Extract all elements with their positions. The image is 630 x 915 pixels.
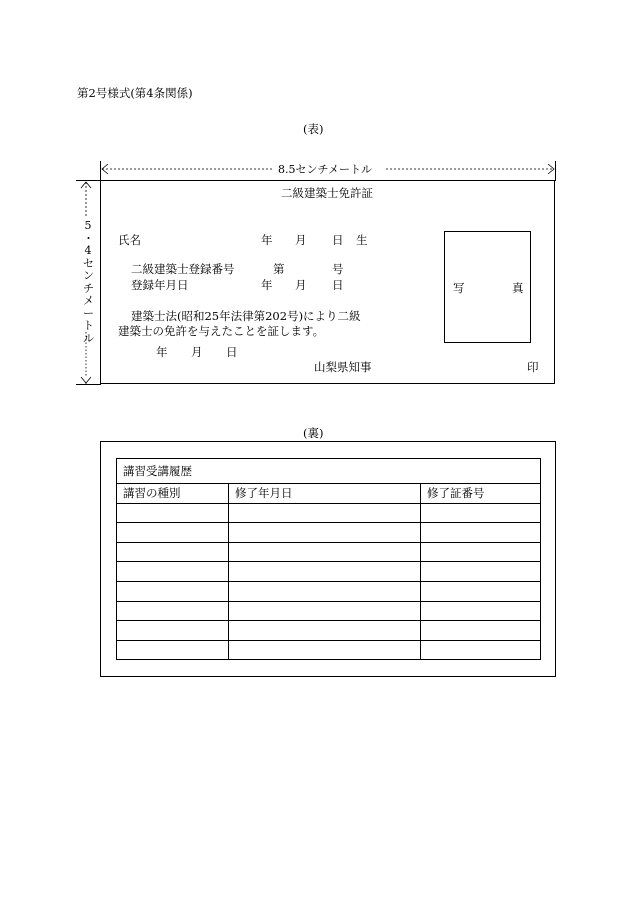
- card-title: 二級建築士免許証: [281, 186, 373, 200]
- width-dimension-label: 8.5センチメートル: [278, 163, 373, 176]
- table-row: [117, 581, 541, 601]
- birth-day: 日: [332, 233, 344, 247]
- reg-date-label: 登録年月日: [131, 278, 189, 292]
- form-heading: 第2号様式(第4条関係): [77, 86, 193, 100]
- table-title-row: [117, 459, 541, 484]
- table-row: [117, 621, 541, 641]
- front-label: (表): [303, 122, 324, 136]
- table-row: [117, 503, 541, 523]
- issuer: 山梨県知事: [314, 360, 372, 374]
- photo-label-left: 写: [453, 281, 465, 295]
- birth-year: 年: [261, 233, 273, 247]
- column-header-certificate-number: 修了証番号: [421, 484, 541, 504]
- reg-number-suffix: 号: [332, 262, 344, 276]
- reg-date-day: 日: [332, 278, 344, 292]
- height-dimension-dots: [80, 330, 92, 378]
- table-row: [117, 640, 541, 660]
- table-header-row: [117, 484, 541, 504]
- table-row: [117, 601, 541, 621]
- table-row: [117, 562, 541, 582]
- reg-number-prefix: 第: [273, 262, 285, 276]
- statement-line-1: 建築士法(昭和25年法律第202号)により二級: [131, 309, 361, 323]
- seal-mark: 印: [527, 360, 539, 374]
- reg-date-month: 月: [295, 278, 307, 292]
- back-label: (裏): [303, 426, 324, 440]
- reg-date-year: 年: [261, 278, 273, 292]
- issue-day: 日: [226, 345, 238, 359]
- birth-month: 月: [295, 233, 307, 247]
- column-header-course-type: 講習の種別: [117, 484, 229, 504]
- birth-suffix: 生: [356, 233, 368, 247]
- statement-line-2: 建築士の免許を与えたことを証します。: [118, 324, 325, 338]
- photo-label-right: 真: [512, 281, 524, 295]
- reg-number-label: 二級建築士登録番号: [131, 262, 235, 276]
- height-dimension-label: 5 ・ 4 セ ン チ メ ー ト ル: [83, 219, 94, 345]
- name-label: 氏名: [118, 233, 141, 247]
- table-row: [117, 523, 541, 543]
- issue-month: 月: [191, 345, 203, 359]
- table-row: [117, 542, 541, 562]
- table-title: 講習受講履歴: [117, 459, 541, 484]
- column-header-completion-date: 修了年月日: [229, 484, 421, 504]
- issue-year: 年: [156, 345, 168, 359]
- training-history-table: [116, 458, 541, 660]
